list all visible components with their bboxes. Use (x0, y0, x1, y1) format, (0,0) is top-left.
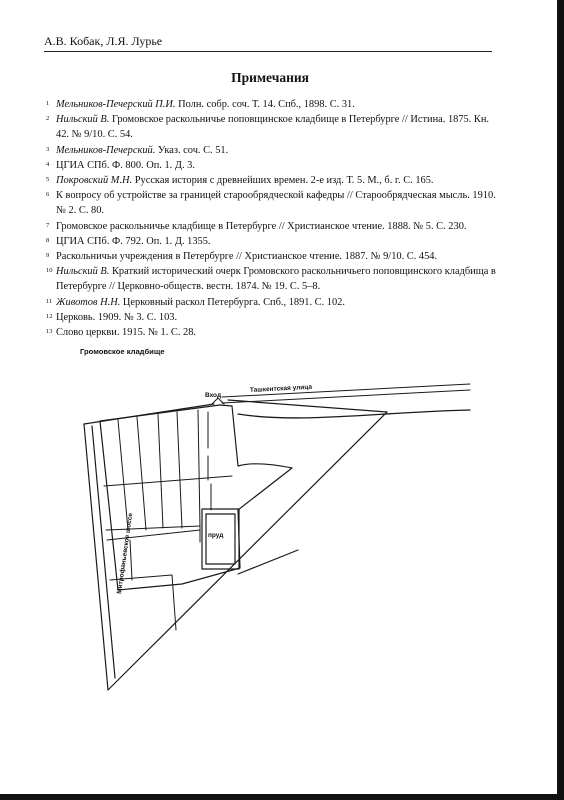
footnote-number: 7 (46, 221, 50, 229)
inner-plot (100, 405, 292, 590)
footnote-number: 6 (46, 191, 50, 199)
pond (202, 509, 239, 569)
footnote-number: 5 (46, 176, 50, 184)
footnote-author: Нильский В. (56, 266, 110, 278)
footnote-text: Полн. собр. соч. Т. 14. Спб., 1898. С. 31. (175, 99, 355, 110)
footnote-author: Мельников-Печерский. (56, 144, 156, 156)
pond-label: пруд (208, 532, 224, 539)
curved-road (238, 410, 470, 418)
footnote-number: 8 (46, 236, 50, 244)
footnote-number: 13 (46, 328, 53, 336)
footnote-number: 4 (46, 160, 50, 168)
footnote-author: Покровский М.Н. (56, 175, 133, 187)
highway-label: Митрофаньевское шоссе (116, 512, 135, 595)
footnote-number: 11 (46, 297, 53, 305)
running-header: А.В. Кобак, Л.Я. Лурье (44, 34, 163, 48)
footnote-number: 9 (46, 252, 50, 260)
footnote-text: К вопросу об устройстве за границей старообрядческой кафедры // Старообрядческая мысль. 1910. № 2. С. 80. (56, 190, 496, 217)
street-label: Ташкентская улица (249, 383, 313, 394)
pond-paths (208, 412, 211, 510)
footnote-number: 3 (46, 145, 50, 153)
footnote-text: ЦГИА СПб. Ф. 792. Оп. 1. Д. 1355. (56, 235, 211, 247)
map-title: Громовское кладбище (80, 347, 165, 356)
footnote-text: Русская история с древнейших времен. 2-е изд. Т. 5. М., б. г. С. 165. (132, 175, 434, 187)
footnote-text: Указ. соч. С. 51. (155, 144, 229, 156)
footnote-text: Громовское раскольничье поповщинское кладбище в Петербурге // Истина. 1875. Кн. 42. № 9/10. С. 54. (56, 114, 490, 141)
footnote-text: Церковь. 1909. № 3. С. 103. (56, 311, 178, 323)
footnote-number: 12 (46, 312, 53, 320)
section-title: Примечания (231, 70, 309, 85)
footnote-text: Церковный раскол Петербурга. Спб., 1891. С. 102. (120, 296, 345, 308)
footnote-number: 1 (46, 100, 50, 107)
spur-path (238, 550, 298, 574)
footnote-text: Краткий исторический очерк Громовского раскольничьего поповщинского кладбища в Петербурге // Церковно-обществ. вестн. 1874. № 19. С. 5–8. (56, 266, 496, 293)
footnote-number: 2 (46, 115, 50, 123)
footnote-author: Мельников-Печерский П.И. (56, 99, 176, 110)
alley-grid (104, 410, 232, 630)
footnote-text: Раскольничьи учреждения в Петербурге // Христианское чтение. 1887. № 9/10. С. 454. (56, 251, 438, 263)
footnote-author: Нильский В. (56, 114, 110, 126)
footnote-text: Слово церкви. 1915. № 1. С. 28. (56, 327, 197, 339)
footnote-text: Громовское раскольничье кладбище в Петербурге // Христианское чтение. 1888. № 5. С. 230. (56, 220, 467, 232)
footnote-text: ЦГИА СПб. Ф. 800. Оп. 1. Д. 3. (56, 159, 195, 171)
entrance-label: Вход (205, 392, 222, 399)
footnote-author: Животов Н.Н. (56, 296, 121, 308)
footnote-number: 10 (46, 267, 53, 275)
